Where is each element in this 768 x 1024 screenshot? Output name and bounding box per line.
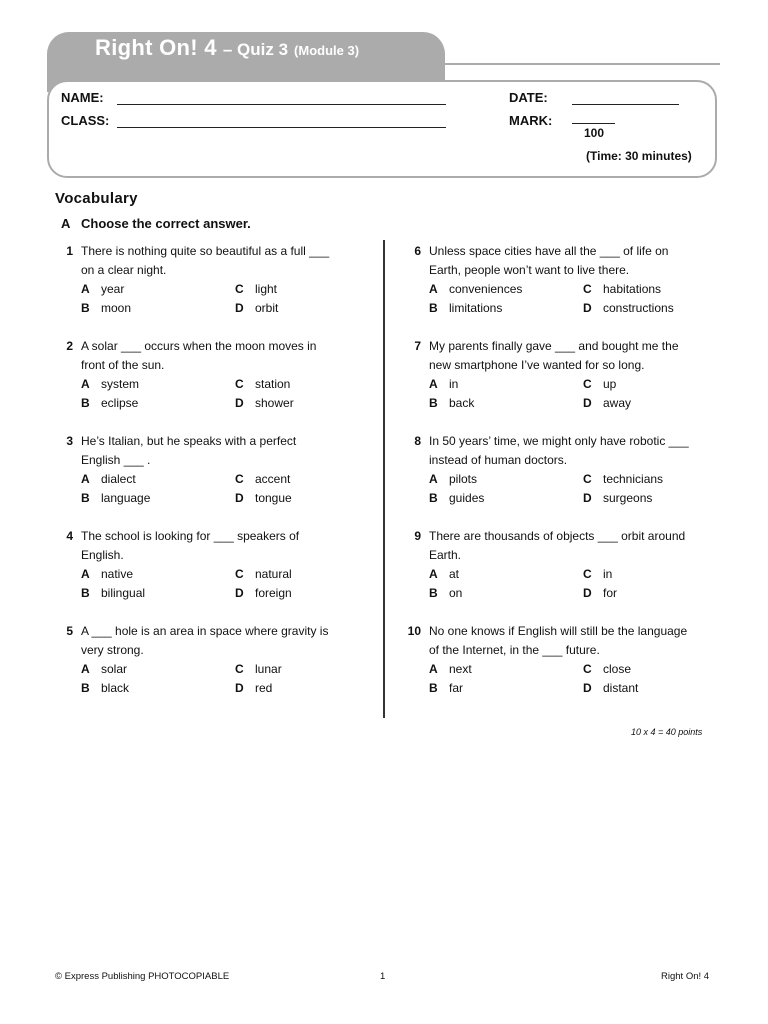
option-text: far [449, 681, 464, 695]
option-letter: D [235, 396, 244, 410]
option-letter: B [429, 396, 438, 410]
task-letter: A [61, 216, 71, 231]
option-text: back [449, 396, 475, 410]
option-text: foreign [255, 586, 292, 600]
option-letter: B [429, 681, 438, 695]
question-number: 1 [66, 244, 73, 258]
task-text: Choose the correct answer. [81, 216, 251, 231]
option-letter: C [235, 567, 244, 581]
option-letter: C [583, 567, 592, 581]
option-text: constructions [603, 301, 674, 315]
option-letter: C [583, 377, 592, 391]
option-text: conveniences [449, 282, 523, 296]
section-title: Vocabulary [55, 190, 138, 207]
option-text: black [101, 681, 130, 695]
option-text: limitations [449, 301, 503, 315]
question-item [55, 337, 385, 432]
option-text: eclipse [101, 396, 139, 410]
option-letter: C [583, 472, 592, 486]
question-text: There is nothing quite so beautiful as a full ___ on a clear night. [81, 244, 330, 277]
task-instruction [61, 216, 251, 231]
answer-option[interactable] [583, 679, 723, 698]
answer-option[interactable] [583, 660, 723, 679]
quiz-title [95, 35, 359, 61]
option-text: close [603, 662, 632, 676]
option-letter: A [81, 662, 90, 676]
option-text: dialect [101, 472, 136, 486]
question-item [403, 337, 733, 432]
option-letter: D [583, 491, 592, 505]
question-text: The school is looking for ___ speakers of English. [81, 529, 300, 562]
question-text: A ___ hole is an area in space where gravity is very strong. [81, 624, 329, 657]
answer-options [81, 660, 385, 698]
question-text: He’s Italian, but he speaks with a perfect English ___ . [81, 434, 297, 467]
option-text: lunar [255, 662, 282, 676]
option-letter: A [81, 567, 90, 581]
option-text: in [449, 377, 459, 391]
answer-option[interactable] [429, 280, 583, 299]
option-letter: C [235, 282, 244, 296]
option-text: light [255, 282, 278, 296]
answer-option[interactable] [235, 584, 375, 603]
option-letter: D [235, 301, 244, 315]
name-field[interactable] [117, 104, 446, 105]
question-row [55, 622, 385, 660]
answer-option[interactable] [583, 299, 723, 318]
question-number: 6 [414, 244, 421, 258]
answer-option[interactable] [81, 679, 235, 698]
answer-option[interactable] [429, 299, 583, 318]
answer-options [81, 375, 385, 413]
answer-option[interactable] [429, 489, 583, 508]
option-letter: D [583, 301, 592, 315]
question-row [403, 622, 733, 660]
question-row [403, 242, 733, 280]
answer-option[interactable] [429, 660, 583, 679]
student-info-box [47, 80, 717, 178]
question-item [55, 527, 385, 622]
option-letter: C [235, 377, 244, 391]
question-item [403, 622, 733, 717]
question-row [55, 242, 385, 280]
option-text: accent [255, 472, 291, 486]
mark-field[interactable] [572, 123, 615, 124]
option-letter: C [235, 662, 244, 676]
points-note: 10 x 4 = 40 points [631, 727, 703, 737]
answer-option[interactable] [583, 394, 723, 413]
option-text: habitations [603, 282, 662, 296]
question-item [55, 242, 385, 337]
option-text: technicians [603, 472, 664, 486]
question-text: There are thousands of objects ___ orbit around Earth. [429, 529, 686, 562]
answer-option[interactable] [429, 394, 583, 413]
question-number: 2 [66, 339, 73, 353]
option-letter: D [583, 396, 592, 410]
answer-option[interactable] [429, 584, 583, 603]
option-letter: A [429, 377, 438, 391]
option-text: distant [603, 681, 639, 695]
option-text: guides [449, 491, 485, 505]
class-label: CLASS: [61, 113, 110, 128]
option-text: away [603, 396, 632, 410]
answer-option[interactable] [235, 489, 375, 508]
question-item [403, 432, 733, 527]
question-text: In 50 years’ time, we might only have robotic ___ instead of human doctors. [429, 434, 689, 467]
option-text: orbit [255, 301, 279, 315]
mark-total: 100 [584, 126, 605, 140]
answer-option[interactable] [235, 375, 375, 394]
answer-option[interactable] [81, 470, 235, 489]
option-text: bilingual [101, 586, 146, 600]
answer-option[interactable] [81, 299, 235, 318]
module-label: (Module 3) [294, 43, 360, 58]
option-text: language [101, 491, 151, 505]
answer-option[interactable] [583, 280, 723, 299]
question-item [55, 622, 385, 717]
answer-option[interactable] [583, 565, 723, 584]
question-number: 10 [407, 624, 421, 638]
option-text: system [101, 377, 140, 391]
answer-option[interactable] [583, 375, 723, 394]
answer-option[interactable] [81, 489, 235, 508]
question-text: No one knows if English will still be the language of the Internet, in the ___ future. [429, 624, 688, 657]
question-text: A solar ___ occurs when the moon moves in front of the sun. [81, 339, 317, 372]
question-row [403, 337, 733, 375]
question-item [403, 527, 733, 622]
question-item [403, 242, 733, 337]
option-letter: B [81, 301, 90, 315]
answer-options [429, 565, 733, 603]
question-number: 9 [414, 529, 421, 543]
option-letter: C [583, 282, 592, 296]
option-letter: D [235, 681, 244, 695]
book-title: Right On! 4 [95, 35, 217, 60]
answer-option[interactable] [235, 394, 375, 413]
question-text: My parents finally gave ___ and bought me the new smartphone I’ve wanted for so long. [429, 339, 679, 372]
answer-option[interactable] [429, 375, 583, 394]
footer-page-number: 1 [380, 971, 386, 982]
answer-option[interactable] [583, 489, 723, 508]
title-rule [440, 63, 720, 65]
option-text: next [449, 662, 472, 676]
option-letter: A [81, 472, 90, 486]
class-field[interactable] [117, 127, 446, 128]
quiz-label: – Quiz 3 [222, 40, 289, 59]
option-letter: A [81, 282, 90, 296]
option-text: for [603, 586, 618, 600]
question-number: 3 [66, 434, 73, 448]
option-letter: B [81, 586, 90, 600]
option-letter: B [429, 586, 438, 600]
question-row [55, 337, 385, 375]
option-letter: A [429, 567, 438, 581]
question-number: 7 [414, 339, 421, 353]
answer-option[interactable] [81, 280, 235, 299]
option-text: tongue [255, 491, 292, 505]
question-row [55, 432, 385, 470]
answer-option[interactable] [81, 394, 235, 413]
option-letter: D [235, 491, 244, 505]
option-letter: D [235, 586, 244, 600]
option-letter: C [235, 472, 244, 486]
answer-option[interactable] [81, 565, 235, 584]
question-number: 4 [66, 529, 73, 543]
answer-options [81, 470, 385, 508]
option-letter: B [429, 491, 438, 505]
option-text: surgeons [603, 491, 653, 505]
option-text: pilots [449, 472, 478, 486]
time-limit: (Time: 30 minutes) [586, 149, 692, 163]
option-text: red [255, 681, 273, 695]
answer-option[interactable] [429, 470, 583, 489]
option-text: natural [255, 567, 292, 581]
question-text: Unless space cities have all the ___ of life on Earth, people won’t want to live there. [429, 244, 669, 277]
question-row [403, 527, 733, 565]
name-label: NAME: [61, 90, 104, 105]
answer-option[interactable] [235, 679, 375, 698]
option-letter: A [81, 377, 90, 391]
mark-label: MARK: [509, 113, 553, 128]
answer-option[interactable] [429, 565, 583, 584]
question-number: 8 [414, 434, 421, 448]
question-row [55, 527, 385, 565]
question-number: 5 [66, 624, 73, 638]
option-letter: A [429, 472, 438, 486]
option-letter: A [429, 282, 438, 296]
option-text: at [449, 567, 460, 581]
answer-options [81, 280, 385, 318]
option-text: native [101, 567, 134, 581]
option-text: station [255, 377, 291, 391]
answer-option[interactable] [429, 679, 583, 698]
option-text: solar [101, 662, 128, 676]
option-text: shower [255, 396, 294, 410]
question-item [55, 432, 385, 527]
option-letter: B [81, 681, 90, 695]
questions-left-column [55, 242, 385, 717]
footer-book-title: Right On! 4 [661, 971, 710, 982]
option-letter: D [583, 586, 592, 600]
option-text: year [101, 282, 125, 296]
option-text: on [449, 586, 463, 600]
option-letter: B [81, 396, 90, 410]
question-row [403, 432, 733, 470]
answer-option[interactable] [81, 584, 235, 603]
option-letter: A [429, 662, 438, 676]
answer-options [429, 280, 733, 318]
date-label: DATE: [509, 90, 548, 105]
answer-options [81, 565, 385, 603]
option-letter: C [583, 662, 592, 676]
option-text: up [603, 377, 617, 391]
answer-options [429, 660, 733, 698]
answer-option[interactable] [235, 565, 375, 584]
option-text: in [603, 567, 613, 581]
option-text: moon [101, 301, 132, 315]
answer-option[interactable] [235, 470, 375, 489]
option-letter: D [583, 681, 592, 695]
answer-option[interactable] [81, 660, 235, 679]
answer-option[interactable] [235, 299, 375, 318]
questions-right-column [403, 242, 733, 717]
option-letter: B [429, 301, 438, 315]
answer-option[interactable] [583, 584, 723, 603]
answer-option[interactable] [583, 470, 723, 489]
answer-options [429, 375, 733, 413]
answer-options [429, 470, 733, 508]
footer-copyright: © Express Publishing PHOTOCOPIABLE [55, 971, 230, 982]
date-field[interactable] [572, 104, 679, 105]
answer-option[interactable] [235, 660, 375, 679]
answer-option[interactable] [235, 280, 375, 299]
option-letter: B [81, 491, 90, 505]
answer-option[interactable] [81, 375, 235, 394]
